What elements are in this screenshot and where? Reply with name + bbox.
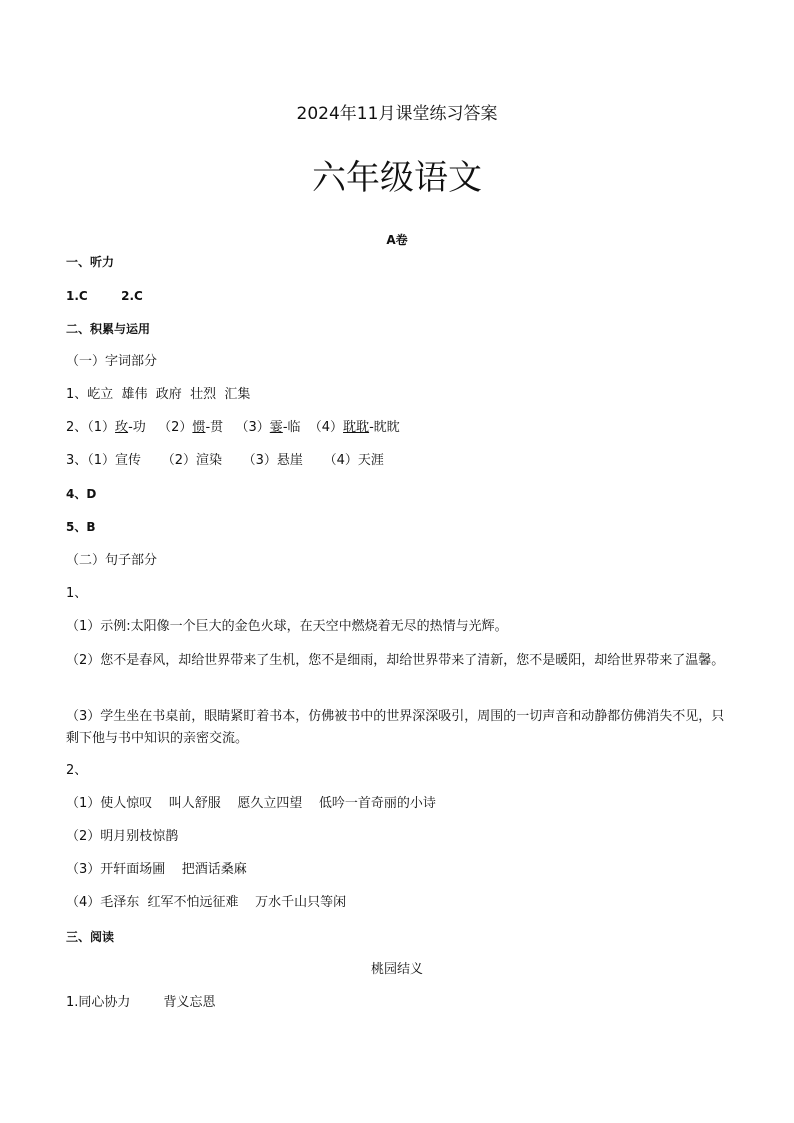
sentences-q2-3: （3）开轩面场圃 把酒话桑麻 (66, 862, 247, 877)
sentences-q1-1: （1）示例:太阳像一个巨大的金色火球，在天空中燃烧着无尽的热情与光辉。 (66, 619, 508, 634)
words-q4: 4、D (66, 487, 97, 501)
words-q2 (66, 418, 400, 438)
reading-q1: 1.同心协力 背义忘恩 (66, 995, 216, 1010)
q2-underlined-3: 霎 (269, 420, 283, 435)
words-q1: 1、屹立 雄伟 政府 壮烈 汇集 (66, 387, 251, 402)
q2-text-d: -眈眈 (369, 420, 400, 435)
section-accumulation-heading: 二、积累与运用 (66, 322, 151, 336)
q2-text-a: -功 （2） (128, 420, 193, 435)
q2-underlined-4: 耽耽 (343, 420, 370, 435)
words-q3: 3、（1）宣传 （2）渲染 （3）悬崖 （4）天涯 (66, 453, 384, 468)
subject-title: 六年级语文 (312, 158, 482, 198)
q2-underlined-1: 玫 (115, 420, 129, 435)
listening-answers: 1.C 2.C (66, 289, 143, 303)
sentences-q2-label: 2、 (66, 763, 88, 778)
sentences-q2-1: （1）使人惊叹 叫人舒服 愿久立四望 低吟一首奇丽的小诗 (66, 796, 436, 811)
sentences-q2-4: （4）毛泽东 红军不怕远征难 万水千山只等闲 (66, 895, 347, 910)
document-title: 2024年11月课堂练习答案 (296, 104, 498, 124)
q2-text-c: -临 （4） (282, 420, 344, 435)
words-part-heading: （一）字词部分 (66, 354, 158, 369)
reading-passage-title: 桃园结义 (370, 962, 423, 977)
sentences-q2-2: （2）明月别枝惊鹊 (66, 829, 179, 844)
sentences-q1-3: （3）学生坐在书桌前，眼睛紧盯着书本，仿佛被书中的世界深深吸引，周围的一切声音和动静都仿佛消失不见，只剩下他与书中知识的亲密交流。 (66, 709, 725, 746)
sentences-q1-2: （2）您不是春风，却给世界带来了生机，您不是细雨，却给世界带来了清新，您不是暖阳，却给世界带来了温馨。 (66, 653, 725, 668)
sentences-q1-label: 1、 (66, 586, 88, 601)
volume-label: A卷 (386, 233, 408, 247)
q2-underlined-2: 惯 (192, 420, 206, 435)
section-reading-heading: 三、阅读 (66, 930, 115, 944)
q2-text-b: -贯 （3） (205, 420, 270, 435)
section-listening-heading: 一、听力 (66, 255, 115, 269)
sentences-part-heading: （二）句子部分 (66, 553, 158, 568)
q2-prefix: 2、（1） (66, 420, 116, 435)
words-q5: 5、B (66, 520, 96, 534)
